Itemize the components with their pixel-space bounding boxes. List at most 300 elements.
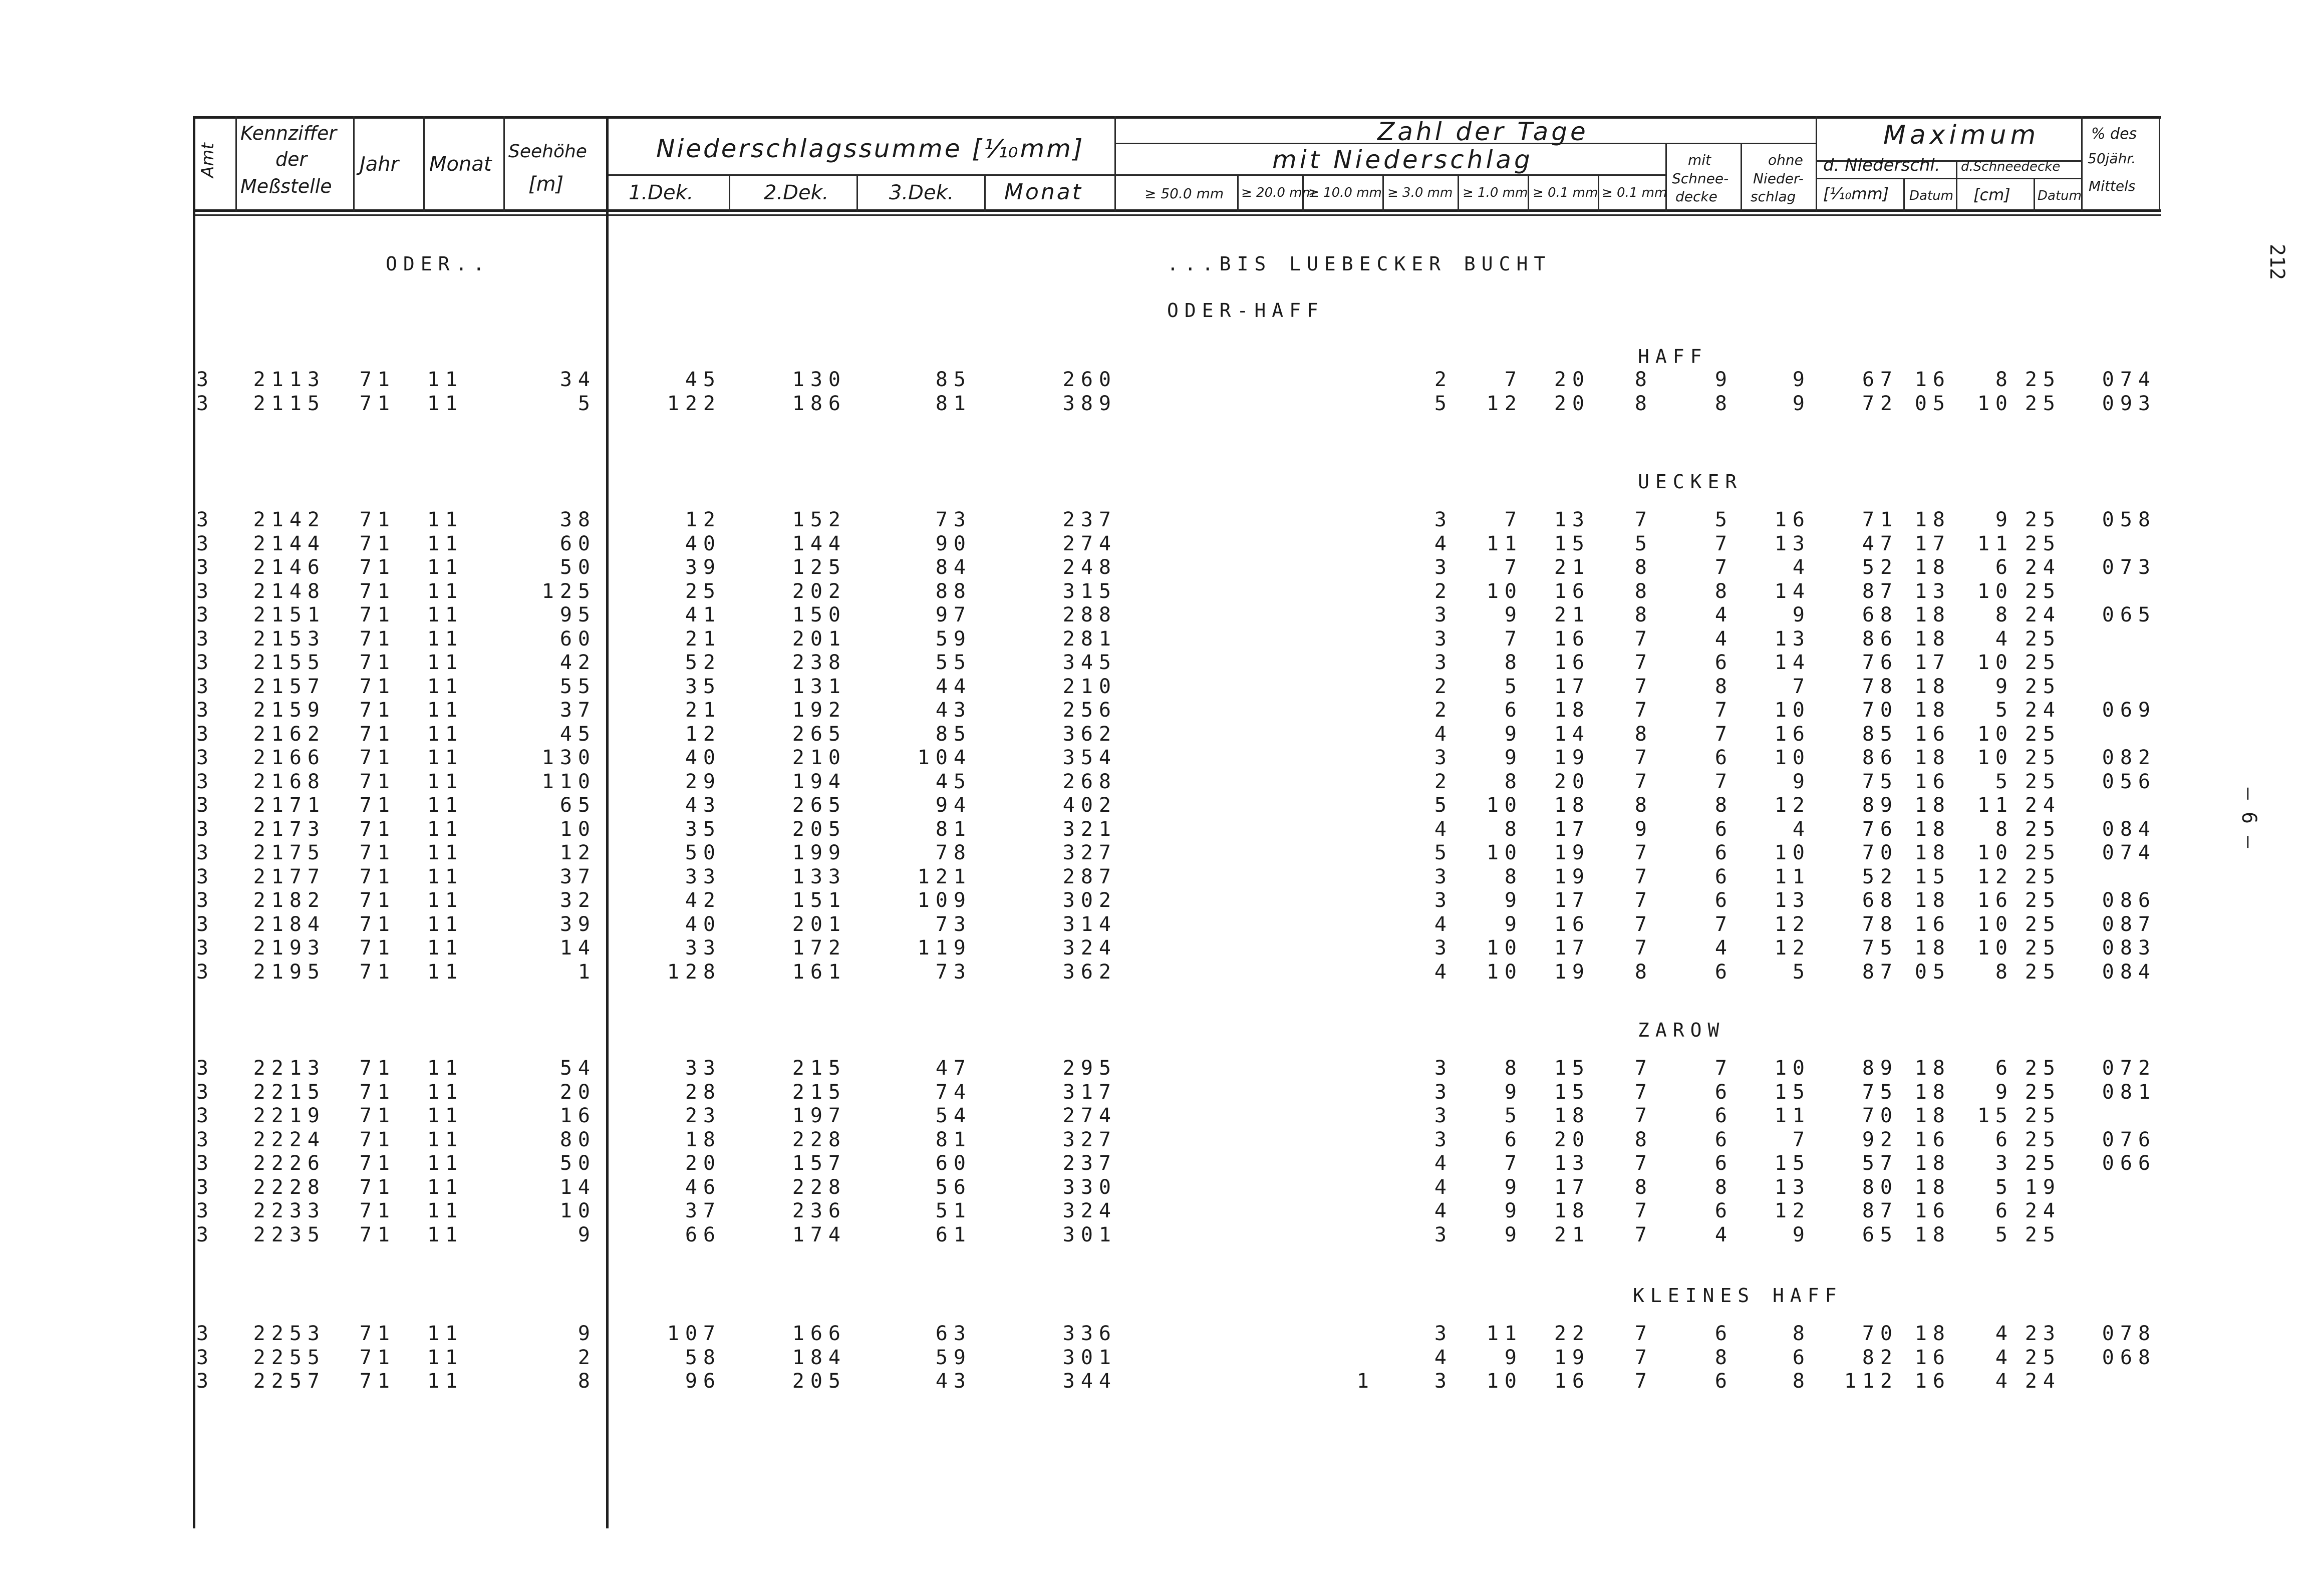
table-cell: 37 xyxy=(559,699,596,722)
table-cell: 25 xyxy=(2025,675,2061,698)
header-dek3: 3.Dek. xyxy=(889,181,954,204)
table-cell: 16 xyxy=(1914,770,1951,793)
table-cell: 18 xyxy=(1914,841,1951,864)
table-cell: 119 xyxy=(917,936,972,960)
table-cell: 6 xyxy=(1714,817,1733,841)
table-cell: 65 xyxy=(559,794,596,817)
table-cell: 8 xyxy=(1995,368,2013,391)
table-cell: 29 xyxy=(685,770,721,793)
header-threshold-1: ≥ 50.0 mm xyxy=(1144,185,1224,202)
table-cell: 265 xyxy=(792,722,846,746)
table-cell: 96 xyxy=(685,1370,721,1393)
table-cell: 11 xyxy=(427,556,463,579)
table-cell: 8 xyxy=(1634,960,1653,984)
table-cell: 14 xyxy=(1774,651,1811,674)
table-cell: 10 xyxy=(1486,579,1523,603)
table-cell: 104 xyxy=(917,746,972,769)
table-cell: 43 xyxy=(685,794,721,817)
table-cell: 81 xyxy=(935,817,972,841)
table-cell: 5 xyxy=(1995,1175,2013,1199)
header-datum-1: Datum xyxy=(1909,188,1953,203)
table-cell: 75 xyxy=(1862,936,1898,960)
table-cell: 25 xyxy=(2025,1104,2061,1127)
table-cell: 11 xyxy=(427,1080,463,1104)
title-right: ...BIS LUEBECKER BUCHT xyxy=(1167,253,1552,275)
table-cell: 35 xyxy=(685,817,721,841)
table-cell: 7 xyxy=(1714,556,1733,579)
table-cell: 3 xyxy=(196,722,214,746)
table-cell: 11 xyxy=(427,627,463,651)
table-cell: 37 xyxy=(559,865,596,888)
table-cell: 8 xyxy=(1634,556,1653,579)
section-heading: KLEINES HAFF xyxy=(1633,1285,1843,1307)
table-cell: 5 xyxy=(1634,532,1653,555)
table-cell: 16 xyxy=(1977,889,2013,912)
table-cell: 6 xyxy=(1714,865,1733,888)
table-cell: 7 xyxy=(1634,1057,1653,1080)
table-cell: 13 xyxy=(1914,579,1951,603)
table-cell: 302 xyxy=(1062,889,1117,912)
table-cell: 295 xyxy=(1062,1057,1117,1080)
table-cell: 2 xyxy=(1434,770,1453,793)
table-cell: 25 xyxy=(2025,960,2061,984)
header-ohne-3: schlag xyxy=(1751,188,1796,205)
table-cell: 97 xyxy=(935,603,972,626)
table-cell: 71 xyxy=(359,841,396,864)
table-cell: 11 xyxy=(427,1104,463,1127)
table-cell: 25 xyxy=(2025,532,2061,555)
table-cell: 54 xyxy=(559,1057,596,1080)
table-cell: 11 xyxy=(427,960,463,984)
table-cell: 25 xyxy=(2025,746,2061,769)
header-zahl-der-tage: Zahl der Tage xyxy=(1377,117,1589,146)
table-cell: 133 xyxy=(792,865,846,888)
table-cell: 265 xyxy=(792,794,846,817)
table-cell: 3 xyxy=(196,556,214,579)
table-cell: 9 xyxy=(1995,675,2013,698)
table-cell: 2151 xyxy=(253,603,326,626)
table-cell: 90 xyxy=(935,532,972,555)
table-cell: 315 xyxy=(1062,579,1117,603)
table-cell: 8 xyxy=(1714,579,1733,603)
table-cell: 9 xyxy=(1504,912,1523,936)
table-cell: 8 xyxy=(1634,722,1653,746)
table-cell: 3 xyxy=(196,392,214,415)
table-cell: 7 xyxy=(1634,1370,1653,1393)
table-cell: 186 xyxy=(792,392,846,415)
table-cell: 18 xyxy=(1914,556,1951,579)
table-cell: 12 xyxy=(1774,1199,1811,1222)
table-cell: 2219 xyxy=(253,1104,326,1127)
table-cell: 330 xyxy=(1062,1175,1117,1199)
table-cell: 25 xyxy=(2025,865,2061,888)
table-cell: 47 xyxy=(1862,532,1898,555)
table-cell: 152 xyxy=(792,508,846,531)
table-cell: 7 xyxy=(1504,627,1523,651)
table-cell: 75 xyxy=(1862,1080,1898,1104)
header-d-schneedecke: d.Schneedecke xyxy=(1961,159,2061,174)
title-left: ODER.. xyxy=(386,253,491,275)
table-cell: 87 xyxy=(1862,960,1898,984)
table-cell: 6 xyxy=(1504,699,1523,722)
table-cell: 15 xyxy=(1914,865,1951,888)
table-cell: 73 xyxy=(935,912,972,936)
table-cell: 3 xyxy=(1434,889,1453,912)
table-cell: 11 xyxy=(427,651,463,674)
table-cell: 71 xyxy=(359,770,396,793)
table-cell: 2 xyxy=(1434,675,1453,698)
table-cell: 17 xyxy=(1914,651,1951,674)
header-d-niederschl: d. Niederschl. xyxy=(1823,155,1940,175)
table-cell: 16 xyxy=(1774,508,1811,531)
table-cell: 9 xyxy=(1792,603,1811,626)
table-cell: 078 xyxy=(2102,1322,2156,1345)
table-cell: 8 xyxy=(1995,817,2013,841)
table-cell: 18 xyxy=(1914,1057,1951,1080)
table-cell: 20 xyxy=(1554,392,1590,415)
table-cell: 21 xyxy=(1554,556,1590,579)
table-cell: 6 xyxy=(1995,1199,2013,1222)
table-cell: 4 xyxy=(1714,1223,1733,1246)
table-cell: 24 xyxy=(2025,794,2061,817)
table-cell: 74 xyxy=(935,1080,972,1104)
table-cell: 11 xyxy=(427,889,463,912)
table-cell: 8 xyxy=(1995,960,2013,984)
table-cell: 9 xyxy=(1792,770,1811,793)
table-cell: 166 xyxy=(792,1322,846,1345)
table-cell: 37 xyxy=(685,1199,721,1222)
table-cell: 22 xyxy=(1554,1322,1590,1345)
table-cell: 3 xyxy=(196,699,214,722)
table-cell: 3 xyxy=(1434,603,1453,626)
table-cell: 6 xyxy=(1714,1080,1733,1104)
table-cell: 354 xyxy=(1062,746,1117,769)
table-cell: 2148 xyxy=(253,579,326,603)
table-cell: 2171 xyxy=(253,794,326,817)
table-cell: 150 xyxy=(792,603,846,626)
table-cell: 9 xyxy=(1504,889,1523,912)
table-cell: 18 xyxy=(1554,1199,1590,1222)
table-cell: 11 xyxy=(427,1322,463,1345)
table-cell: 21 xyxy=(685,627,721,651)
table-cell: 7 xyxy=(1634,1080,1653,1104)
table-cell: 11 xyxy=(1977,532,2013,555)
table-cell: 7 xyxy=(1634,651,1653,674)
table-cell: 2213 xyxy=(253,1057,326,1080)
table-cell: 24 xyxy=(2025,556,2061,579)
table-cell: 7 xyxy=(1504,1152,1523,1175)
table-cell: 6 xyxy=(1714,960,1733,984)
table-cell: 2146 xyxy=(253,556,326,579)
table-cell: 8 xyxy=(1504,817,1523,841)
header-pct-3: Mittels xyxy=(2089,178,2136,194)
table-cell: 072 xyxy=(2102,1057,2156,1080)
table-cell: 3 xyxy=(196,532,214,555)
table-cell: 16 xyxy=(1914,1346,1951,1369)
table-cell: 16 xyxy=(1914,1370,1951,1393)
table-cell: 35 xyxy=(685,675,721,698)
table-cell: 68 xyxy=(1862,889,1898,912)
table-cell: 7 xyxy=(1634,699,1653,722)
table-cell: 11 xyxy=(427,865,463,888)
table-cell: 34 xyxy=(559,368,596,391)
table-cell: 71 xyxy=(359,368,396,391)
table-cell: 7 xyxy=(1634,936,1653,960)
table-cell: 2155 xyxy=(253,651,326,674)
table-cell: 7 xyxy=(1634,1346,1653,1369)
table-cell: 2255 xyxy=(253,1346,326,1369)
table-cell: 52 xyxy=(1862,865,1898,888)
table-cell: 6 xyxy=(1792,1346,1811,1369)
header-jahr: Jahr xyxy=(360,153,399,176)
table-cell: 056 xyxy=(2102,770,2156,793)
table-cell: 6 xyxy=(1995,556,2013,579)
table-cell: 10 xyxy=(1977,936,2013,960)
table-cell: 87 xyxy=(1862,1199,1898,1222)
table-cell: 76 xyxy=(1862,651,1898,674)
table-cell: 71 xyxy=(359,1346,396,1369)
table-cell: 13 xyxy=(1554,508,1590,531)
table-cell: 94 xyxy=(935,794,972,817)
table-cell: 11 xyxy=(427,1057,463,1080)
table-cell: 7 xyxy=(1634,889,1653,912)
table-cell: 6 xyxy=(1714,746,1733,769)
table-cell: 362 xyxy=(1062,960,1117,984)
page-marker: — 6 — xyxy=(2237,787,2261,848)
table-cell: 71 xyxy=(359,912,396,936)
table-cell: 18 xyxy=(1914,1322,1951,1345)
table-cell: 13 xyxy=(1774,532,1811,555)
header-maximum: Maximum xyxy=(1883,120,2040,150)
table-cell: 60 xyxy=(559,627,596,651)
table-cell: 45 xyxy=(559,722,596,746)
table-cell: 197 xyxy=(792,1104,846,1127)
table-cell: 17 xyxy=(1554,817,1590,841)
table-cell: 130 xyxy=(792,368,846,391)
table-cell: 71 xyxy=(359,1057,396,1080)
table-cell: 288 xyxy=(1062,603,1117,626)
table-cell: 10 xyxy=(1977,912,2013,936)
table-cell: 59 xyxy=(935,627,972,651)
table-cell: 5 xyxy=(1995,1223,2013,1246)
table-cell: 4 xyxy=(1792,817,1811,841)
table-cell: 78 xyxy=(935,841,972,864)
header-schnee-2: Schnee- xyxy=(1672,170,1729,187)
table-cell: 109 xyxy=(917,889,972,912)
table-cell: 4 xyxy=(1434,960,1453,984)
table-cell: 86 xyxy=(1862,627,1898,651)
table-cell: 9 xyxy=(1792,368,1811,391)
table-cell: 210 xyxy=(1062,675,1117,698)
table-cell: 60 xyxy=(559,532,596,555)
table-cell: 6 xyxy=(1714,1199,1733,1222)
table-cell: 201 xyxy=(792,912,846,936)
table-cell: 287 xyxy=(1062,865,1117,888)
table-cell: 321 xyxy=(1062,817,1117,841)
table-cell: 16 xyxy=(1914,722,1951,746)
table-cell: 05 xyxy=(1914,960,1951,984)
table-cell: 39 xyxy=(685,556,721,579)
table-cell: 50 xyxy=(559,1152,596,1175)
table-cell: 3 xyxy=(196,603,214,626)
table-cell: 87 xyxy=(1862,579,1898,603)
table-cell: 9 xyxy=(1995,508,2013,531)
table-cell: 7 xyxy=(1714,722,1733,746)
table-cell: 9 xyxy=(1995,1080,2013,1104)
table-cell: 256 xyxy=(1062,699,1117,722)
table-cell: 3 xyxy=(1434,627,1453,651)
table-cell: 8 xyxy=(1634,579,1653,603)
table-cell: 25 xyxy=(2025,1057,2061,1080)
table-cell: 314 xyxy=(1062,912,1117,936)
table-cell: 2113 xyxy=(253,368,326,391)
table-cell: 16 xyxy=(559,1104,596,1127)
table-cell: 10 xyxy=(1486,794,1523,817)
table-cell: 11 xyxy=(427,770,463,793)
table-cell: 2228 xyxy=(253,1175,326,1199)
table-cell: 58 xyxy=(685,1346,721,1369)
table-cell: 9 xyxy=(1504,603,1523,626)
table-cell: 3 xyxy=(196,841,214,864)
table-cell: 344 xyxy=(1062,1370,1117,1393)
table-cell: 274 xyxy=(1062,532,1117,555)
table-cell: 71 xyxy=(359,1104,396,1127)
table-cell: 324 xyxy=(1062,936,1117,960)
table-cell: 8 xyxy=(1792,1370,1811,1393)
table-cell: 192 xyxy=(792,699,846,722)
table-cell: 327 xyxy=(1062,1128,1117,1151)
table-cell: 210 xyxy=(792,746,846,769)
table-cell: 2215 xyxy=(253,1080,326,1104)
table-cell: 15 xyxy=(1554,1080,1590,1104)
table-cell: 42 xyxy=(685,889,721,912)
table-cell: 5 xyxy=(1504,675,1523,698)
table-cell: 3 xyxy=(196,368,214,391)
table-cell: 3 xyxy=(196,627,214,651)
table-cell: 5 xyxy=(1504,1104,1523,1127)
table-cell: 23 xyxy=(2025,1322,2061,1345)
table-cell: 71 xyxy=(359,392,396,415)
table-cell: 4 xyxy=(1434,817,1453,841)
table-cell: 33 xyxy=(685,865,721,888)
table-cell: 25 xyxy=(2025,936,2061,960)
table-cell: 70 xyxy=(1862,1322,1898,1345)
table-cell: 17 xyxy=(1554,675,1590,698)
table-cell: 71 xyxy=(359,722,396,746)
table-cell: 41 xyxy=(685,603,721,626)
table-cell: 3 xyxy=(1434,1223,1453,1246)
table-cell: 18 xyxy=(1914,1104,1951,1127)
table-cell: 18 xyxy=(1914,1175,1951,1199)
table-cell: 18 xyxy=(1914,817,1951,841)
header-schnee-3: decke xyxy=(1675,188,1717,205)
table-cell: 25 xyxy=(2025,722,2061,746)
table-cell: 11 xyxy=(427,1175,463,1199)
table-cell: 80 xyxy=(1862,1175,1898,1199)
table-cell: 3 xyxy=(196,579,214,603)
table-cell: 18 xyxy=(1914,627,1951,651)
table-cell: 4 xyxy=(1434,912,1453,936)
header-dek2: 2.Dek. xyxy=(764,181,829,204)
header-threshold-6: ≥ 0.1 mm xyxy=(1533,185,1598,200)
table-cell: 301 xyxy=(1062,1346,1117,1369)
table-cell: 82 xyxy=(1862,1346,1898,1369)
table-cell: 16 xyxy=(1554,1370,1590,1393)
table-cell: 18 xyxy=(1554,699,1590,722)
table-cell: 205 xyxy=(792,817,846,841)
table-cell: 7 xyxy=(1634,1322,1653,1345)
table-cell: 2115 xyxy=(253,392,326,415)
table-cell: 2166 xyxy=(253,746,326,769)
table-cell: 24 xyxy=(2025,699,2061,722)
table-cell: 17 xyxy=(1554,936,1590,960)
table-cell: 71 xyxy=(359,651,396,674)
table-cell: 058 xyxy=(2102,508,2156,531)
table-cell: 199 xyxy=(792,841,846,864)
table-cell: 402 xyxy=(1062,794,1117,817)
table-cell: 8 xyxy=(1995,603,2013,626)
table-cell: 172 xyxy=(792,936,846,960)
table-cell: 8 xyxy=(1634,794,1653,817)
table-cell: 6 xyxy=(1995,1128,2013,1151)
table-cell: 238 xyxy=(792,651,846,674)
table-cell: 7 xyxy=(1714,912,1733,936)
table-cell: 7 xyxy=(1634,1104,1653,1127)
table-cell: 23 xyxy=(685,1104,721,1127)
table-cell: 71 xyxy=(359,699,396,722)
table-cell: 3 xyxy=(196,770,214,793)
table-cell: 61 xyxy=(935,1223,972,1246)
table-cell: 18 xyxy=(1914,675,1951,698)
table-cell: 121 xyxy=(917,865,972,888)
table-cell: 43 xyxy=(935,699,972,722)
header-kennziffer-2: der xyxy=(275,148,308,170)
table-cell: 260 xyxy=(1062,368,1117,391)
table-cell: 9 xyxy=(1504,746,1523,769)
table-cell: 14 xyxy=(1774,579,1811,603)
table-cell: 40 xyxy=(685,912,721,936)
table-cell: 73 xyxy=(935,960,972,984)
table-cell: 50 xyxy=(559,556,596,579)
header-monat-sum: Monat xyxy=(1004,179,1083,205)
table-cell: 3 xyxy=(196,1057,214,1080)
table-cell: 18 xyxy=(685,1128,721,1151)
table-cell: 074 xyxy=(2102,841,2156,864)
table-cell: 3 xyxy=(196,508,214,531)
header-niederschlagssumme: Niederschlagssumme [⅒mm] xyxy=(656,134,1085,163)
table-cell: 16 xyxy=(1914,1128,1951,1151)
table-cell: 25 xyxy=(2025,1152,2061,1175)
table-cell: 17 xyxy=(1914,532,1951,555)
table-cell: 087 xyxy=(2102,912,2156,936)
table-cell: 71 xyxy=(359,865,396,888)
table-cell: 074 xyxy=(2102,368,2156,391)
table-cell: 10 xyxy=(1977,722,2013,746)
header-threshold-7: ≥ 0.1 mm xyxy=(1602,185,1667,200)
table-cell: 11 xyxy=(427,603,463,626)
table-cell: 194 xyxy=(792,770,846,793)
table-cell: 25 xyxy=(2025,392,2061,415)
table-cell: 14 xyxy=(1554,722,1590,746)
table-cell: 2 xyxy=(578,1346,596,1369)
table-cell: 2162 xyxy=(253,722,326,746)
table-cell: 11 xyxy=(427,699,463,722)
table-cell: 2224 xyxy=(253,1128,326,1151)
table-cell: 157 xyxy=(792,1152,846,1175)
table-cell: 8 xyxy=(1792,1322,1811,1345)
table-cell: 3 xyxy=(196,889,214,912)
table-cell: 3 xyxy=(196,746,214,769)
